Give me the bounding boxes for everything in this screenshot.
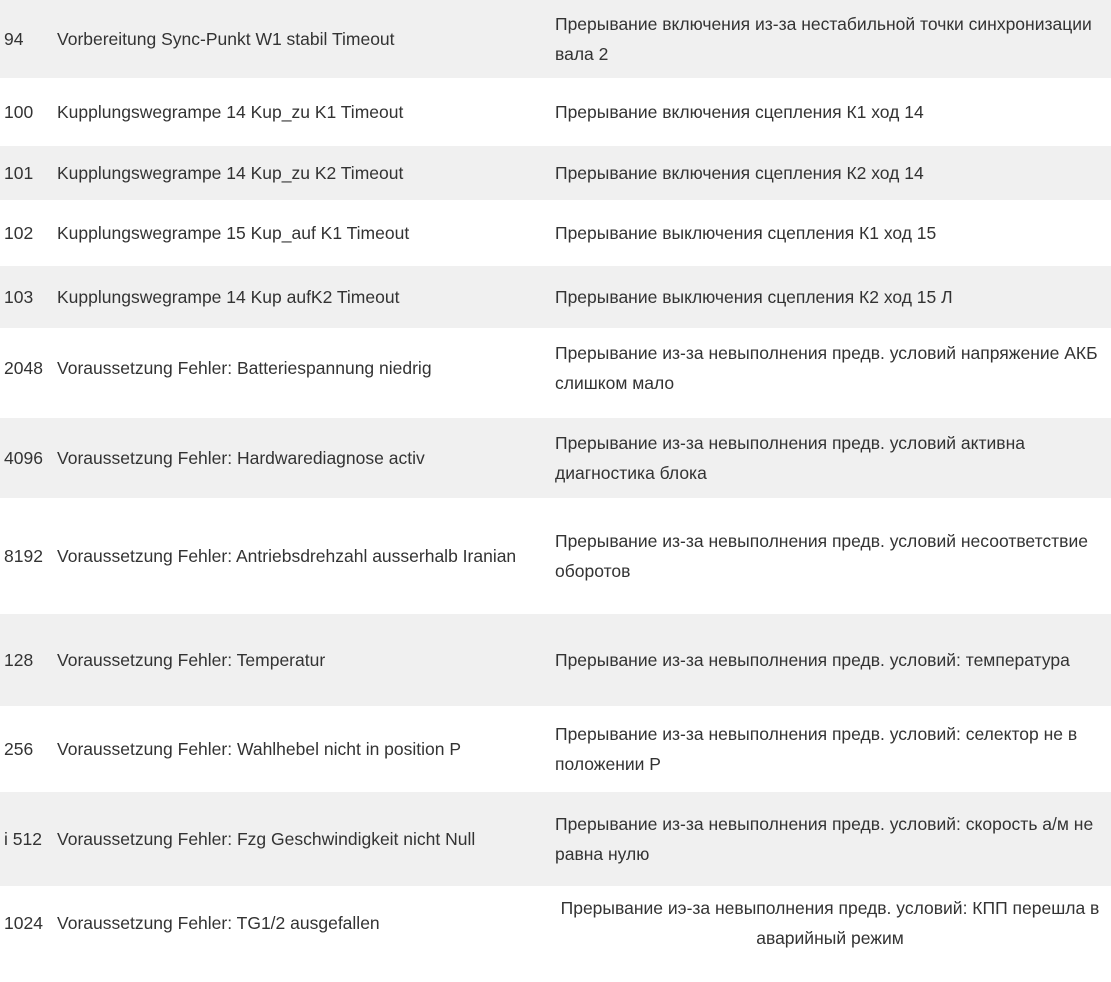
code-cell: i 512 xyxy=(4,829,42,849)
code-cell: 1024 xyxy=(4,913,43,933)
german-description-cell: Voraussetzung Fehler: Temperatur xyxy=(57,650,326,670)
russian-description-cell: Прерывание включения сцепления К2 ход 14 xyxy=(555,163,924,183)
german-description-cell: Voraussetzung Fehler: Antriebsdrehzahl ausserhalb Iranian xyxy=(57,546,517,566)
table-row xyxy=(0,792,1111,886)
german-description-cell: Kupplungswegrampe 14 Kup_zu K1 Timeout xyxy=(57,102,404,122)
german-description-cell: Voraussetzung Fehler: Wahlhebel nicht in position P xyxy=(57,739,462,759)
code-cell: 4096 xyxy=(4,448,43,468)
german-description-cell: Voraussetzung Fehler: TG1/2 ausgefallen xyxy=(57,913,380,933)
table-row xyxy=(0,498,1111,614)
table-row xyxy=(0,614,1111,706)
russian-description-cell: Прерывание выключения сцепления К1 ход 15 xyxy=(555,223,937,243)
german-description-cell: Vorbereitung Sync-Punkt W1 stabil Timeout xyxy=(57,29,395,49)
german-description-cell: Voraussetzung Fehler: Hardwarediagnose activ xyxy=(57,448,425,468)
table-row xyxy=(0,328,1111,408)
russian-description-cell: Прерывание иэ-за невыполнения предв. условий: КПП перешла в аварийный режим xyxy=(560,898,1100,948)
russian-description-cell: Прерывание включения из-за нестабильной точки синхронизации вала 2 xyxy=(555,14,1092,64)
russian-description-cell: Прерывание выключения сцепления К2 ход 15 Л xyxy=(555,287,953,307)
russian-description-cell: Прерывание включения сцепления К1 ход 14 xyxy=(555,102,924,122)
russian-description-cell: Прерывание из-за невыполнения предв. условий несоответствие оборотов xyxy=(555,531,1088,581)
german-description-cell: Kupplungswegrampe 15 Kup_auf K1 Timeout xyxy=(57,223,410,243)
russian-description-cell: Прерывание из-за невыполнения предв. условий: температура xyxy=(555,650,1070,670)
german-description-cell: Voraussetzung Fehler: Batteriespannung niedrig xyxy=(57,358,432,378)
table-row xyxy=(0,706,1111,792)
code-cell: 101 xyxy=(4,163,34,183)
table-row xyxy=(0,78,1111,146)
code-cell: 103 xyxy=(4,287,34,307)
russian-description-cell: Прерывание из-за невыполнения предв. условий: скорость а/м не равна нулю xyxy=(555,814,1094,864)
german-description-cell: Kupplungswegrampe 14 Kup aufK2 Timeout xyxy=(57,287,400,307)
code-cell: 2048 xyxy=(4,358,43,378)
table-row xyxy=(0,886,1111,960)
table-row xyxy=(0,146,1111,200)
table-row xyxy=(0,418,1111,498)
table-row xyxy=(0,0,1111,78)
code-cell: 256 xyxy=(4,739,34,759)
code-cell: 128 xyxy=(4,650,34,670)
table-row xyxy=(0,200,1111,266)
code-cell: 94 xyxy=(4,29,24,49)
code-cell: 100 xyxy=(4,102,34,122)
code-cell: 102 xyxy=(4,223,34,243)
russian-description-cell: Прерывание из-за невыполнения предв. условий: селектор не в положении Р xyxy=(555,724,1078,774)
german-description-cell: Kupplungswegrampe 14 Kup_zu K2 Timeout xyxy=(57,163,404,183)
code-cell: 8192 xyxy=(4,546,43,566)
russian-description-cell: Прерывание из-за невыполнения предв. условий напряжение АКБ слишком мало xyxy=(555,343,1098,393)
russian-description-cell: Прерывание из-за невыполнения предв. условий активна диагностика блока xyxy=(555,433,1025,483)
table-row xyxy=(0,266,1111,328)
german-description-cell: Voraussetzung Fehler: Fzg Geschwindigkeit nicht Null xyxy=(57,829,476,849)
